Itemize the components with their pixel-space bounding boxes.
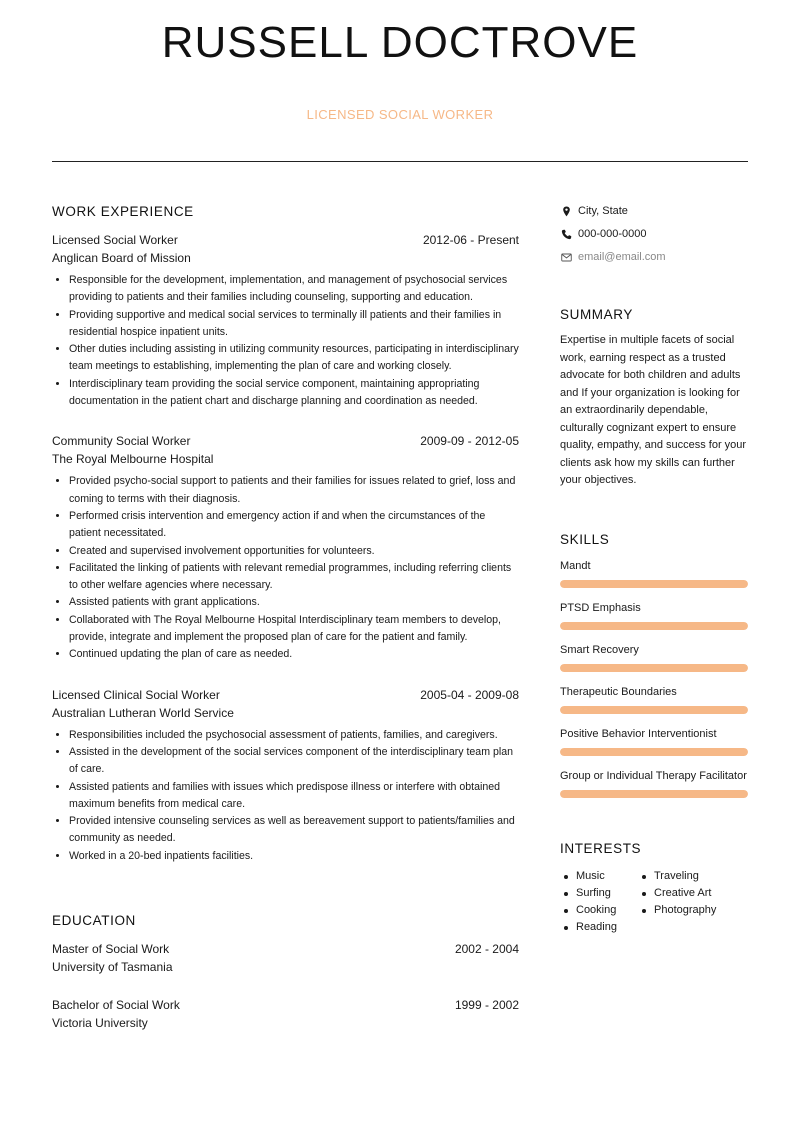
skill-level-fill	[560, 706, 748, 714]
interests-heading: INTERESTS	[560, 840, 642, 856]
summary-heading: SUMMARY	[560, 307, 633, 322]
skill-level-bar	[560, 580, 748, 588]
job-position: Licensed Social Worker	[52, 233, 178, 247]
degree-name: Bachelor of Social Work	[52, 998, 180, 1013]
job-duty: • Assisted patients and families with issues which predispose illness or interfere with obtained maximum benefits from medical care.	[69, 779, 519, 814]
job-duty: • Provided psycho-social support to patients and their families for issues related to grief, loss and coming to terms with their diagnosis.	[69, 473, 519, 508]
skill-name: Group or Individual Therapy Facilitator	[560, 769, 747, 782]
skill-level-bar	[560, 706, 748, 714]
job-dates: 2005-04 - 2009-08	[420, 687, 519, 702]
interest-item: Photography	[638, 902, 716, 919]
job-organization: Australian Lutheran World Service	[52, 705, 234, 720]
job-duty: • Providing supportive and medical social services to terminally ill patients and their families in residential hospice inpatient units.	[69, 307, 519, 342]
skill-name: Positive Behavior Interventionist	[560, 727, 717, 740]
location-text: City, State	[578, 205, 628, 217]
job-entry	[52, 231, 519, 410]
job-organization: Anglican Board of Mission	[52, 251, 191, 265]
job-organization: The Royal Melbourne Hospital	[52, 452, 214, 467]
skill-level-fill	[560, 622, 748, 630]
job-position: Licensed Clinical Social Worker	[52, 687, 220, 702]
skill-item	[560, 559, 748, 588]
skill-level-fill	[560, 790, 748, 798]
skill-name: Smart Recovery	[560, 643, 639, 656]
job-duty: • Responsible for the development, implementation, and management of psychosocial services providing to patients and their families including counseling, supporting and education.	[69, 272, 519, 307]
skill-level-bar	[560, 622, 748, 630]
contact-block	[560, 202, 748, 266]
skill-item	[560, 643, 748, 672]
contact-phone	[560, 225, 748, 243]
skill-item	[560, 685, 748, 714]
job-dates: 2009-09 - 2012-05	[420, 434, 519, 449]
interest-item: Reading	[560, 919, 638, 936]
job-entry	[52, 686, 519, 865]
education-dates: 1999 - 2002	[454, 998, 519, 1013]
school-name: Victoria University	[52, 1016, 148, 1031]
skill-item	[560, 769, 748, 798]
job-position: Community Social Worker	[52, 434, 191, 449]
education-entry	[52, 996, 519, 1032]
header-divider	[52, 161, 748, 162]
skill-item	[560, 601, 748, 630]
phone-text: 000-000-0000	[578, 228, 647, 240]
work-experience-heading: WORK EXPERIENCE	[52, 204, 194, 219]
job-duties	[52, 473, 519, 663]
skill-name: Mandt	[560, 559, 591, 572]
envelope-icon	[560, 251, 572, 263]
job-duty: • Interdisciplinary team providing the social service component, maintaining appropriating documentation in the patient chart and discharge planning and coordination as needed.	[69, 376, 519, 411]
location-pin-icon	[560, 205, 572, 217]
job-duties	[52, 727, 519, 865]
interest-item: Traveling	[638, 868, 716, 885]
skill-level-bar	[560, 748, 748, 756]
interests-column-2	[638, 868, 716, 937]
degree-name: Master of Social Work	[52, 942, 170, 957]
skills-list	[560, 559, 748, 798]
job-duty: • Other duties including assisting in utilizing community resources, participating in interdisciplinary team meetings to establishing, implementing the plan of care and working closely.	[69, 341, 519, 376]
skill-item	[560, 727, 748, 756]
education-heading: EDUCATION	[52, 913, 136, 929]
job-duty: • Worked in a 20-bed inpatients facilities.	[69, 848, 519, 865]
main-column	[52, 204, 519, 1032]
skills-heading: SKILLS	[560, 531, 610, 547]
job-duty: • Assisted patients with grant applications.	[69, 594, 519, 611]
interest-item: Creative Art	[638, 885, 716, 902]
contact-location	[560, 202, 748, 220]
job-duty: • Assisted in the development of the social services component of the interdisciplinary team plan of care.	[69, 744, 519, 779]
interest-item: Cooking	[560, 902, 638, 919]
skill-level-fill	[560, 664, 748, 672]
skill-level-bar	[560, 790, 748, 798]
skill-level-fill	[560, 748, 748, 756]
job-duty: • Provided intensive counseling services as well as bereavement support to patients/families and community as needed.	[69, 813, 519, 848]
contact-email[interactable]	[560, 248, 748, 266]
interests-column-1	[560, 868, 638, 937]
candidate-name: RUSSELL DOCTROVE	[161, 18, 639, 67]
skill-name: PTSD Emphasis	[560, 601, 641, 614]
job-entry	[52, 432, 519, 663]
interest-item: Surfing	[560, 885, 638, 902]
job-duties	[52, 272, 519, 410]
job-duty: • Collaborated with The Royal Melbourne Hospital Interdisciplinary team members to develop, provide, integrate and implement the proposed plan of care for the patient and family.	[69, 612, 519, 647]
jobs-list	[52, 231, 519, 865]
education-dates: 2002 - 2004	[454, 942, 519, 957]
job-dates: 2012-06 - Present	[422, 233, 519, 247]
skill-level-bar	[560, 664, 748, 672]
interests-list	[560, 868, 748, 937]
education-entry	[52, 940, 519, 976]
job-duty: • Facilitated the linking of patients with relevant remedial programmes, including referring clients to other welfare agencies where necessary.	[69, 560, 519, 595]
skill-level-fill	[560, 580, 748, 588]
job-duty: • Created and supervised involvement opportunities for volunteers.	[69, 543, 519, 560]
candidate-title: LICENSED SOCIAL WORKER	[306, 107, 494, 122]
job-duty: • Continued updating the plan of care as needed.	[69, 646, 519, 663]
skill-name: Therapeutic Boundaries	[560, 685, 677, 698]
job-duty: • Responsibilities included the psychosocial assessment of patients, families, and caregivers.	[69, 727, 519, 744]
email-link[interactable]: email@email.com	[578, 251, 666, 263]
job-duty: • Performed crisis intervention and emergency action if and when the circumstances of the patient necessitated.	[69, 508, 519, 543]
sidebar-column	[560, 202, 748, 936]
school-name: University of Tasmania	[52, 960, 173, 975]
summary-text: Expertise in multiple facets of social work, earning respect as a trusted advocate for both children and adults and If your organization is looking for an extraordinarily dependable, culturally cognizant expert to ensure quality, empathy, and success for your clients ask how my skills can further your objectives.	[560, 334, 747, 486]
interest-item: Music	[560, 868, 638, 885]
phone-icon	[560, 228, 572, 240]
